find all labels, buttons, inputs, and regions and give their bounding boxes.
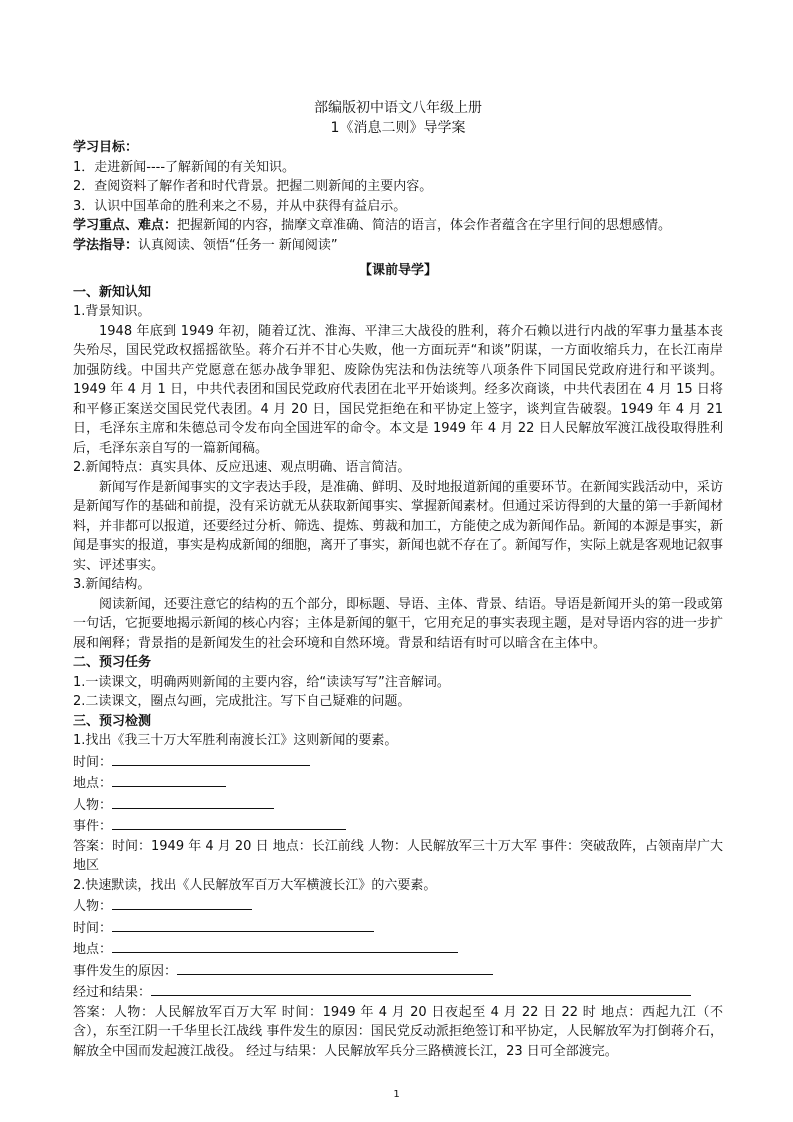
method-line xyxy=(73,236,723,256)
goal-item-3: 3．认识中国革命的胜利来之不易，并从中获得有益启示。 xyxy=(73,198,407,214)
q2-cause-row xyxy=(73,960,723,982)
q1-event-row xyxy=(73,815,723,837)
section-heading: 【课前导学】 xyxy=(358,263,437,278)
question-2: 2.快速默读，找出《人民解放军百万大军横渡长江》的六要素。 xyxy=(73,877,437,893)
q2-cause-label: 事件发生的原因： xyxy=(73,963,178,979)
goals-heading: 学习目标： xyxy=(73,140,139,155)
q2-person-row xyxy=(73,895,723,917)
q1-time-row xyxy=(73,751,723,773)
q1-person-blank[interactable] xyxy=(112,794,274,809)
focus-label: 学习重点、难点： xyxy=(73,218,178,233)
q2-cause-blank[interactable] xyxy=(177,960,493,975)
goal-item-2: 2．查阅资料了解作者和时代背景。把握二则新闻的主要内容。 xyxy=(73,179,433,194)
background-label: 1.背景知识。 xyxy=(73,304,151,319)
q2-person-label: 人物： xyxy=(73,899,113,914)
q2-person-blank[interactable] xyxy=(112,895,252,910)
q2-place-blank[interactable] xyxy=(112,938,458,953)
structure-label: 3.新闻结构。 xyxy=(73,577,151,592)
q1-place-row xyxy=(73,772,723,794)
q1-time-blank[interactable] xyxy=(112,751,310,766)
structure-paragraph: 阅读新闻，还要注意它的结构的五个部分，即标题、导语、主体、背景、结语。导语是新闻开头的第一段或第一句话，它扼要地揭示新闻的核心内容；主体是新闻的躯干，它用充足的事实表现主题，是对导语内容的进一步扩展和阐释；背景指的是新闻发生的社会环境和自然环境。背景和结语有时可以暗含在主体中。 xyxy=(73,596,724,651)
q2-place-label: 地点： xyxy=(73,942,113,957)
background-text: 1948 年底到 1949 年初，随着辽沈、淮海、平津三大战役的胜利，蒋介石赖以进行内战的军事力量基本丧失殆尽，国民党政权摇摇欲坠。蒋介石并不甘心失败，他一方面玩弄“和谈”阴谋，一方面收缩兵力，在长江南岸加强防线。中国共产党愿意在惩办战争罪犯、废除伪宪法和伪法统等八项条件下同国民党政府进行和平谈判。1949 年 4 月 1 日，中共代表团和国民党政府代表团在北平开始谈判。经多次商谈，中共代表团在 4 月 15 日将和平修正案送交国民党代表团。4 月 20 日，国民党拒绝在和平协定上签字，谈判宣告破裂。1949 年 4 月 21 日，毛泽东主席和朱德总司令发布向全国进军的命令。本文是 1949 年 4 月 22 日人民解放军渡江战役取得胜利后，毛泽东亲自写的一篇新闻稿。 xyxy=(73,323,723,456)
q1-time-label: 时间： xyxy=(73,754,113,770)
task-item-1: 1.一读课文，明确两则新闻的主要内容，给“读读写写”注音解词。 xyxy=(73,674,450,690)
q1-place-label: 地点： xyxy=(73,776,113,791)
answer-1: 答案：时间：1949 年 4 月 20 日 地点：长江前线 人物：人民解放军三十万大军 事件：突破敌阵，占领南岸广大地区 xyxy=(73,838,723,873)
feature-paragraph: 新闻写作是新闻事实的文字表达手段，是准确、鲜明、及时地报道新闻的重要环节。在新闻实践活动中，采访是新闻写作的基础和前提，没有采访就无从获取新闻事实、掌握新闻素材。但通过采访得到的大量的第一手新闻材料，并非都可以报道，还要经过分析、筛选、提炼、剪裁和加工，方能使之成为新闻作品。新闻的本源是事实，新闻是事实的报道，事实是构成新闻的细胞，离开了事实，新闻也就不存在了。新闻写作，实际上就是客观地记叙事实、评述事实。 xyxy=(73,479,724,573)
method-label: 学法指导： xyxy=(73,237,139,253)
part1-heading: 一、新知认知 xyxy=(73,284,152,300)
q2-result-blank[interactable] xyxy=(151,981,691,996)
part3-heading: 三、预习检测 xyxy=(73,713,152,729)
q2-time-blank[interactable] xyxy=(112,917,374,932)
q1-place-blank[interactable] xyxy=(112,772,226,787)
q2-place-row xyxy=(73,938,723,960)
feature-line xyxy=(73,458,723,478)
part2-heading: 二、预习任务 xyxy=(73,655,152,670)
q1-event-label: 事件： xyxy=(73,819,113,834)
document-subtitle: 1《消息二则》导学案 xyxy=(330,120,466,136)
answer-2: 答案：人物：人民解放军百万大军 时间：1949 年 4 月 20 日夜起至 4 月 22 日 22 时 地点：西起九江（不含），东至江阴一千华里长江战线 事件发生的原因：国民党反动派拒绝签订和平协定，人民解放军为打倒蒋介石，解放全中国而发起渡江战役。 经过与结果：人民解放军兵分三路横渡长江，23 日可全部渡完。 xyxy=(73,1004,723,1059)
q2-result-row xyxy=(73,981,723,1003)
q1-person-label: 人物： xyxy=(73,797,113,813)
q2-time-row xyxy=(73,917,723,939)
feature-label: 2.新闻特点： xyxy=(73,460,151,475)
q1-person-row xyxy=(73,794,723,816)
focus-line xyxy=(73,216,723,236)
task-item-2: 2.二读课文，圈点勾画，完成批注。写下自己疑难的问题。 xyxy=(73,694,411,709)
q2-time-label: 时间： xyxy=(73,920,113,936)
q1-event-blank[interactable] xyxy=(112,815,346,830)
q2-result-label: 经过和结果： xyxy=(73,985,152,1000)
document-body xyxy=(73,98,723,1061)
question-1: 1.找出《我三十万大军胜利南渡长江》这则新闻的要素。 xyxy=(73,733,398,748)
method-text: 认真阅读、领悟“任务一 新闻阅读” xyxy=(138,237,338,253)
document-title: 部编版初中语文八年级上册 xyxy=(314,100,482,116)
focus-text: 把握新闻的内容，揣摩文章准确、简洁的语言，体会作者蕴含在字里行间的思想感情。 xyxy=(177,218,672,233)
page-number: 1 xyxy=(393,1089,400,1100)
goal-item-1: 1．走进新闻----了解新闻的有关知识。 xyxy=(73,159,296,175)
feature-text: 真实具体、反应迅速、观点明确、语言简洁。 xyxy=(150,460,411,475)
